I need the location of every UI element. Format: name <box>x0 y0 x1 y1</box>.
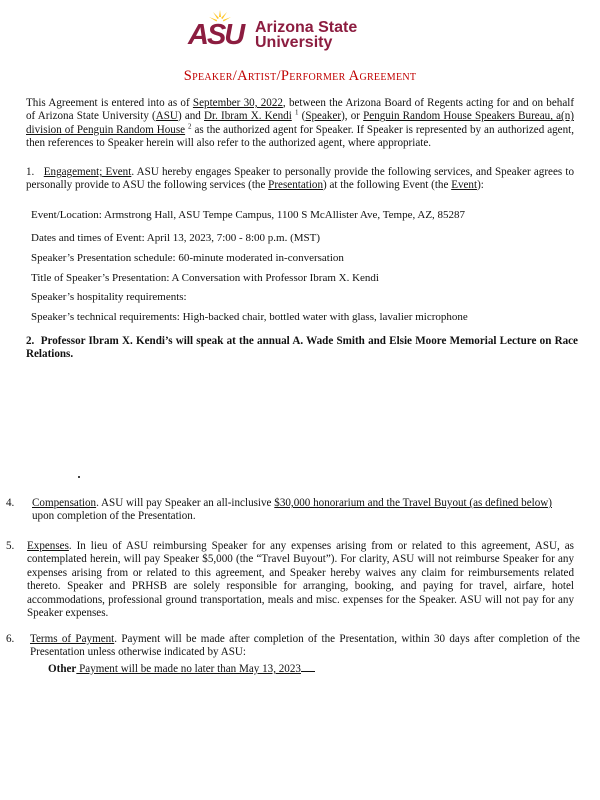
other-label: Other <box>48 663 77 675</box>
asu-logo <box>188 18 358 58</box>
compensation-amount: $30,000 honorarium and the Travel Buyout (as defined below) <box>274 497 552 509</box>
section-terms-of-payment: Terms of Payment. Payment will be made after completion of the Presentation, within 30 days after completion of the Presentation unless otherwise indicated by ASU: <box>30 633 580 659</box>
agreement-date: September 30, 2022 <box>192 97 283 109</box>
presentation-title: Title of Speaker’s Presentation: A Conversation with Professor Ibram X. Kendi <box>31 272 379 284</box>
section-number: 4. <box>6 497 15 509</box>
logo-line1: Arizona State <box>255 19 358 36</box>
section-heading: Expenses <box>27 540 69 552</box>
hospitality-requirements: Speaker’s hospitality requirements: <box>31 291 187 303</box>
logo-line2: University <box>255 34 333 51</box>
other-value: Payment will be made no later than May 13, 2023 <box>76 663 301 675</box>
section-number: 5. <box>6 540 15 552</box>
section-heading: Compensation <box>32 497 97 509</box>
page-title: Speaker/Artist/Performer Agreement <box>183 68 417 84</box>
section-number: 6. <box>6 633 15 645</box>
logo-wordmark <box>255 20 357 50</box>
speaker-name: Dr. Ibram X. Kendi <box>204 110 292 123</box>
event-dates: Dates and times of Event: April 13, 2023, 7:00 - 8:00 p.m. (MST) <box>31 232 321 244</box>
agent-name: Penguin Random House Speakers Bureau, a(n) division of Penguin Random House <box>26 110 574 136</box>
payment-other-line <box>48 662 315 676</box>
intro-paragraph: This Agreement is entered into as of September 30, 2022, between the Arizona Board of Regents acting for and on behalf of Arizona State University (ASU) and Dr. Ibram X. Kendi $^1$ (Speaker), or Penguin Random House Speakers Bureau, a(n) division of Penguin Random House $^2$ as the authorized agent for Speaker. If Speaker is represented by an authorized agent, then references to Speaker herein will also refer to the authorized agent, where appropriate. <box>26 97 575 150</box>
section-compensation: Compensation. ASU will pay Speaker an all-inclusive $30,000 honorarium and the Travel Buyout (as defined below) upon completion of the Presentation. <box>32 497 552 523</box>
section-lecture: 2. Professor Ibram X. Kendi’s will speak at the annual A. Wade Smith and Elsie Moore Memorial Lecture on Race Relations. <box>26 335 578 361</box>
section-heading: Engagement; Event <box>43 166 132 178</box>
presentation-schedule: Speaker’s Presentation schedule: 60-minute moderated in-conversation <box>31 252 344 264</box>
stray-mark <box>78 476 80 478</box>
logo-mark: ASU <box>188 19 244 51</box>
technical-requirements: Speaker’s technical requirements: High-backed chair, bottled water with glass, lavalier microphone <box>31 311 468 323</box>
section-engagement: 1. Engagement; Event. ASU hereby engages Speaker to personally provide the following services, and Speaker agrees to personally provide to ASU the following services (the Presentation) at the following Event (the Event): <box>26 166 574 192</box>
event-location: Event/Location: Armstrong Hall, ASU Tempe Campus, 1100 S McAllister Ave, Tempe, AZ, 85287 <box>31 209 466 221</box>
section-expenses: Expenses. In lieu of ASU reimbursing Speaker for any expenses arising from or related to this agreement, ASU, as contemplated herein, will pay Speaker $5,000 (the “Travel Buyout”). For clarity, ASU will not reimburse Speaker for any expenses arising from or related to this agreement, and Speaker hereby waives any claim for reimbursements related thereto. Speaker and PRHSB are solely responsible for arranging, booking, and paying for travel, airfare, hotel accommodations, professional ground transportation, meals and misc. expenses for the Speaker. ASU will not pay for any Speaker expenses. <box>27 540 574 620</box>
section-heading: Terms of Payment <box>30 633 115 645</box>
